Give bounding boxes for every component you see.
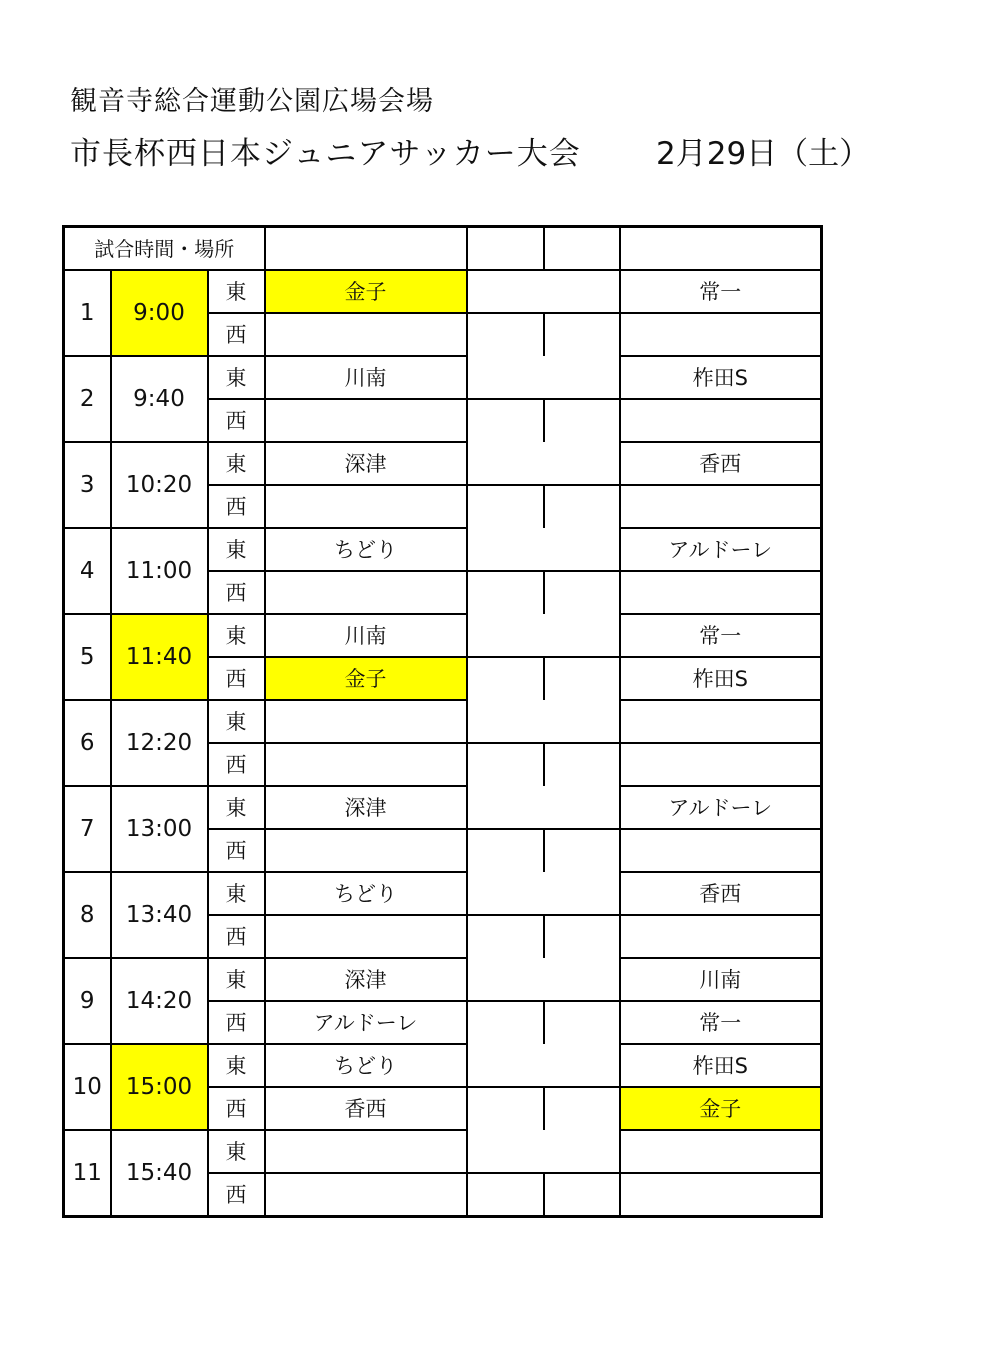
match-time: 11:00 [111, 528, 208, 614]
west-team-b [620, 571, 822, 614]
field-west-label: 西 [208, 657, 265, 700]
match-time: 15:00 [111, 1044, 208, 1130]
match-number: 10 [64, 1044, 111, 1130]
west-score-left [467, 829, 544, 872]
west-team-a [265, 915, 467, 958]
field-east-label: 東 [208, 1130, 265, 1173]
west-score-left [467, 571, 544, 614]
east-team-a: 深津 [265, 442, 467, 485]
match-number: 8 [64, 872, 111, 958]
match-number: 6 [64, 700, 111, 786]
match-number: 4 [64, 528, 111, 614]
east-team-b: 川南 [620, 958, 822, 1001]
match-number: 3 [64, 442, 111, 528]
west-team-a [265, 829, 467, 872]
header-cell-mid-1 [467, 227, 544, 271]
match-number: 9 [64, 958, 111, 1044]
east-team-b: 柞田S [620, 1044, 822, 1087]
tournament-title: 市長杯西日本ジュニアサッカー大会 [70, 136, 581, 172]
east-score-area [467, 270, 620, 313]
match-number: 5 [64, 614, 111, 700]
west-score-left [467, 915, 544, 958]
west-team-a [265, 1173, 467, 1217]
match-time: 10:20 [111, 442, 208, 528]
west-score-left [467, 1173, 544, 1217]
venue-name: 観音寺総合運動公園広場会場 [70, 86, 434, 117]
west-team-b [620, 915, 822, 958]
field-west-label: 西 [208, 1001, 265, 1044]
match-time: 9:40 [111, 356, 208, 442]
west-score-right [544, 657, 620, 700]
match-row-east [64, 958, 822, 1001]
west-score-right [544, 1001, 620, 1044]
west-score-left [467, 657, 544, 700]
match-schedule-table [62, 225, 823, 1218]
east-team-b: 常一 [620, 614, 822, 657]
west-team-a: 香西 [265, 1087, 467, 1130]
field-west-label: 西 [208, 829, 265, 872]
east-team-a [265, 700, 467, 743]
field-east-label: 東 [208, 270, 265, 313]
east-score-area [467, 1044, 620, 1087]
west-score-left [467, 313, 544, 356]
east-team-a: 深津 [265, 786, 467, 829]
east-team-b: アルドーレ [620, 786, 822, 829]
field-west-label: 西 [208, 1173, 265, 1217]
field-west-label: 西 [208, 485, 265, 528]
east-team-b [620, 700, 822, 743]
west-team-a [265, 743, 467, 786]
match-row-east [64, 442, 822, 485]
east-team-b [620, 1130, 822, 1173]
east-team-b: アルドーレ [620, 528, 822, 571]
west-score-left [467, 485, 544, 528]
match-row-east [64, 1130, 822, 1173]
east-score-area [467, 1130, 620, 1173]
west-team-b: 常一 [620, 1001, 822, 1044]
match-number: 7 [64, 786, 111, 872]
tournament-date: 2月29日（土） [656, 136, 871, 172]
west-score-left [467, 743, 544, 786]
field-east-label: 東 [208, 614, 265, 657]
field-east-label: 東 [208, 356, 265, 399]
schedule-body [64, 227, 822, 1217]
match-row-east [64, 528, 822, 571]
west-team-a: アルドーレ [265, 1001, 467, 1044]
match-time: 15:40 [111, 1130, 208, 1217]
east-score-area [467, 614, 620, 657]
match-time: 14:20 [111, 958, 208, 1044]
field-east-label: 東 [208, 1044, 265, 1087]
west-score-right [544, 1173, 620, 1217]
east-team-a: 金子 [265, 270, 467, 313]
east-team-a: ちどり [265, 872, 467, 915]
field-east-label: 東 [208, 442, 265, 485]
west-team-b [620, 1173, 822, 1217]
east-score-area [467, 442, 620, 485]
match-number: 11 [64, 1130, 111, 1217]
east-score-area [467, 872, 620, 915]
west-score-right [544, 399, 620, 442]
match-row-east [64, 872, 822, 915]
east-team-b: 常一 [620, 270, 822, 313]
field-west-label: 西 [208, 399, 265, 442]
match-row-east [64, 700, 822, 743]
west-score-right [544, 829, 620, 872]
header-label: 試合時間・場所 [64, 227, 265, 271]
east-team-b: 柞田S [620, 356, 822, 399]
west-score-right [544, 743, 620, 786]
west-score-right [544, 915, 620, 958]
west-score-left [467, 1001, 544, 1044]
header-cell-team-a [265, 227, 467, 271]
east-score-area [467, 958, 620, 1001]
field-east-label: 東 [208, 786, 265, 829]
west-score-right [544, 1087, 620, 1130]
header-cell-mid-2 [544, 227, 620, 271]
west-score-left [467, 1087, 544, 1130]
west-team-a [265, 313, 467, 356]
match-time: 9:00 [111, 270, 208, 356]
field-east-label: 東 [208, 958, 265, 1001]
west-team-a: 金子 [265, 657, 467, 700]
header-cell-team-b [620, 227, 822, 271]
field-west-label: 西 [208, 313, 265, 356]
west-score-right [544, 571, 620, 614]
field-west-label: 西 [208, 571, 265, 614]
match-row-east [64, 614, 822, 657]
west-team-a [265, 571, 467, 614]
east-score-area [467, 700, 620, 743]
west-score-right [544, 485, 620, 528]
east-team-a: ちどり [265, 528, 467, 571]
match-time: 11:40 [111, 614, 208, 700]
east-team-a: ちどり [265, 1044, 467, 1087]
field-west-label: 西 [208, 743, 265, 786]
match-row-east [64, 356, 822, 399]
match-row-east [64, 786, 822, 829]
east-team-a [265, 1130, 467, 1173]
field-west-label: 西 [208, 1087, 265, 1130]
east-score-area [467, 786, 620, 829]
east-team-b: 香西 [620, 442, 822, 485]
east-team-b: 香西 [620, 872, 822, 915]
field-west-label: 西 [208, 915, 265, 958]
match-time: 13:00 [111, 786, 208, 872]
west-team-b [620, 829, 822, 872]
west-team-b [620, 399, 822, 442]
east-score-area [467, 528, 620, 571]
east-team-a: 川南 [265, 614, 467, 657]
west-team-b [620, 313, 822, 356]
west-score-right [544, 313, 620, 356]
match-number: 2 [64, 356, 111, 442]
match-time: 13:40 [111, 872, 208, 958]
west-team-b [620, 743, 822, 786]
east-score-area [467, 356, 620, 399]
match-row-east [64, 270, 822, 313]
header-row [64, 227, 822, 271]
match-row-east [64, 1044, 822, 1087]
west-team-b: 金子 [620, 1087, 822, 1130]
west-team-b: 柞田S [620, 657, 822, 700]
field-east-label: 東 [208, 700, 265, 743]
match-time: 12:20 [111, 700, 208, 786]
east-team-a: 川南 [265, 356, 467, 399]
east-team-a: 深津 [265, 958, 467, 1001]
field-east-label: 東 [208, 872, 265, 915]
west-team-a [265, 399, 467, 442]
west-team-b [620, 485, 822, 528]
match-number: 1 [64, 270, 111, 356]
field-east-label: 東 [208, 528, 265, 571]
west-score-left [467, 399, 544, 442]
west-team-a [265, 485, 467, 528]
